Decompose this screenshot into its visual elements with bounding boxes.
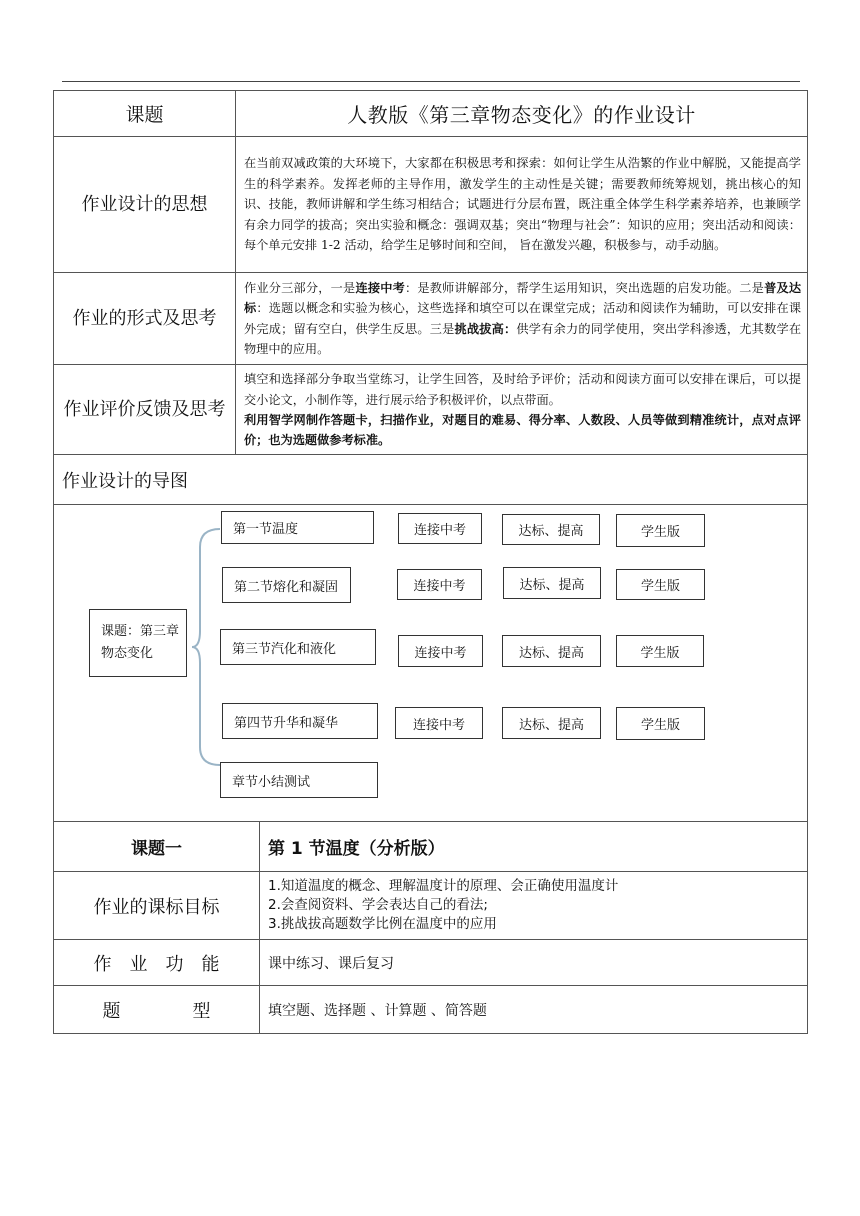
type-value: 填空题、选择题 、计算题 、简答题	[260, 986, 808, 1034]
section-label: 第一节温度	[233, 522, 299, 537]
table-row	[54, 986, 808, 1034]
function-label: 作 业 功 能	[54, 940, 260, 986]
row-label: 作业设计的思想	[54, 137, 236, 273]
type-label: 题 型	[54, 986, 260, 1034]
section-node	[222, 703, 378, 739]
section-node	[220, 762, 378, 798]
bold-keyword: 普及达标	[244, 280, 802, 315]
item-node	[397, 569, 482, 600]
row-label: 作业评价反馈及思考	[54, 365, 236, 455]
header-label: 课题	[54, 91, 236, 137]
table-row	[54, 940, 808, 986]
bold-keyword: 连接中考	[355, 280, 405, 295]
text-span: 供学有余力的同学使用，突出学科渗透，尤其数学在物理中的应用。	[244, 321, 802, 356]
brace-icon	[192, 527, 222, 767]
section-node	[220, 629, 376, 665]
row-text: 在当前双减政策的大环境下，大家都在积极思考和探索：如何让学生从浩繁的作业中解脱，又能提高学生的科学素养。发挥老师的主导作用，激发学生的主动性是关键；需要教师统筹规划，挑出核心的知识、技能，教师讲解和学生练习相结合；试题进行分层布置，既注重全体学生科学素养培养，也兼顾学有余力同学的拔高；突出实验和概念：强调双基；突出“物理与社会”：知识的应用；突出活动和阅读：每个单元安排 1-2 活动，给学生足够时间和空间， 旨在激发兴趣，积极参与，动手动脑。	[236, 137, 808, 273]
design-table	[53, 90, 808, 1034]
row-text-bold: 利用智学网制作答题卡，扫描作业，对题目的难易、得分率、人数段、人员等做到精准统计，点对点评价；也为选题做参考标准。	[244, 413, 801, 447]
section-label: 章节小结测试	[232, 774, 311, 790]
goals-label: 作业的课标目标	[54, 872, 260, 940]
item-node	[616, 569, 705, 600]
root-label: 课题：第三章物态变化	[101, 624, 180, 661]
item-label: 学生版	[640, 718, 680, 733]
item-label: 达标、提高	[518, 524, 584, 539]
item-label: 达标、提高	[518, 645, 584, 661]
guide-title: 作业设计的导图	[54, 455, 808, 505]
goal-item: 2.会查阅资料、学会表达自己的看法;	[268, 897, 488, 913]
guide-row	[54, 505, 808, 822]
item-node	[502, 707, 601, 739]
goal-item: 1.知道温度的概念、理解温度计的原理、会正确使用温度计	[268, 878, 619, 894]
item-node	[502, 514, 600, 545]
table-row	[54, 137, 808, 273]
table-row	[54, 872, 808, 940]
row-text	[236, 365, 808, 455]
item-node	[616, 514, 705, 547]
row-text-plain: 填空和选择部分争取当堂练习，让学生回答，及时给予评价；活动和阅读方面可以安排在课后，可以提交小论文，小制作等，进行展示给予积极评价，以点带面。	[244, 372, 801, 407]
lesson-label: 课题一	[54, 822, 260, 872]
item-label: 学生版	[640, 645, 680, 661]
item-label: 学生版	[640, 525, 680, 540]
header-rule	[62, 81, 800, 82]
item-label: 连接中考	[413, 579, 466, 594]
lesson-title: 第 1 节温度（分析版）	[260, 822, 808, 872]
item-label: 连接中考	[412, 717, 465, 733]
guide-cell	[54, 505, 808, 822]
item-label: 连接中考	[414, 645, 467, 661]
table-row	[54, 273, 808, 365]
section-label: 第二节熔化和凝固	[234, 579, 339, 595]
goal-item: 3.挑战拔高题数学比例在温度中的应用	[268, 916, 497, 932]
text-span: ：是教师讲解部分，帮学生运用知识，突出选题的启发功能。二是	[404, 280, 765, 295]
mind-map	[54, 505, 806, 821]
item-node	[503, 567, 601, 599]
page-title: 人教版《第三章物态变化》的作业设计	[236, 91, 808, 137]
text-span: ：选题以概念和实验为核心，这些选择和填空可以在课堂完成；活动和阅读作为辅助，可以安排在课外完成；留有空白，供学生反思。三是	[244, 301, 802, 336]
section-node	[221, 511, 374, 544]
item-node	[398, 513, 482, 544]
section-label: 第四节升华和凝华	[234, 715, 339, 731]
item-label: 达标、提高	[518, 717, 584, 733]
lesson-title-row	[54, 822, 808, 872]
function-value: 课中练习、课后复习	[260, 940, 808, 986]
item-node	[395, 707, 483, 739]
table-row	[54, 365, 808, 455]
item-label: 连接中考	[413, 523, 466, 538]
goals-list	[260, 872, 808, 940]
title-row	[54, 91, 808, 137]
row-text	[236, 273, 808, 365]
item-node	[616, 707, 705, 740]
root-node	[89, 609, 187, 677]
item-label: 达标、提高	[519, 577, 585, 593]
item-label: 学生版	[640, 579, 680, 594]
item-node	[502, 635, 601, 667]
section-label: 第三节汽化和液化	[232, 641, 337, 657]
item-node	[398, 635, 483, 667]
section-node	[222, 567, 351, 603]
text-span: 作业分三部分，一是	[244, 280, 356, 295]
guide-title-row	[54, 455, 808, 505]
bold-keyword: 挑战拔高：	[454, 321, 517, 336]
item-node	[616, 635, 704, 667]
row-label: 作业的形式及思考	[54, 273, 236, 365]
